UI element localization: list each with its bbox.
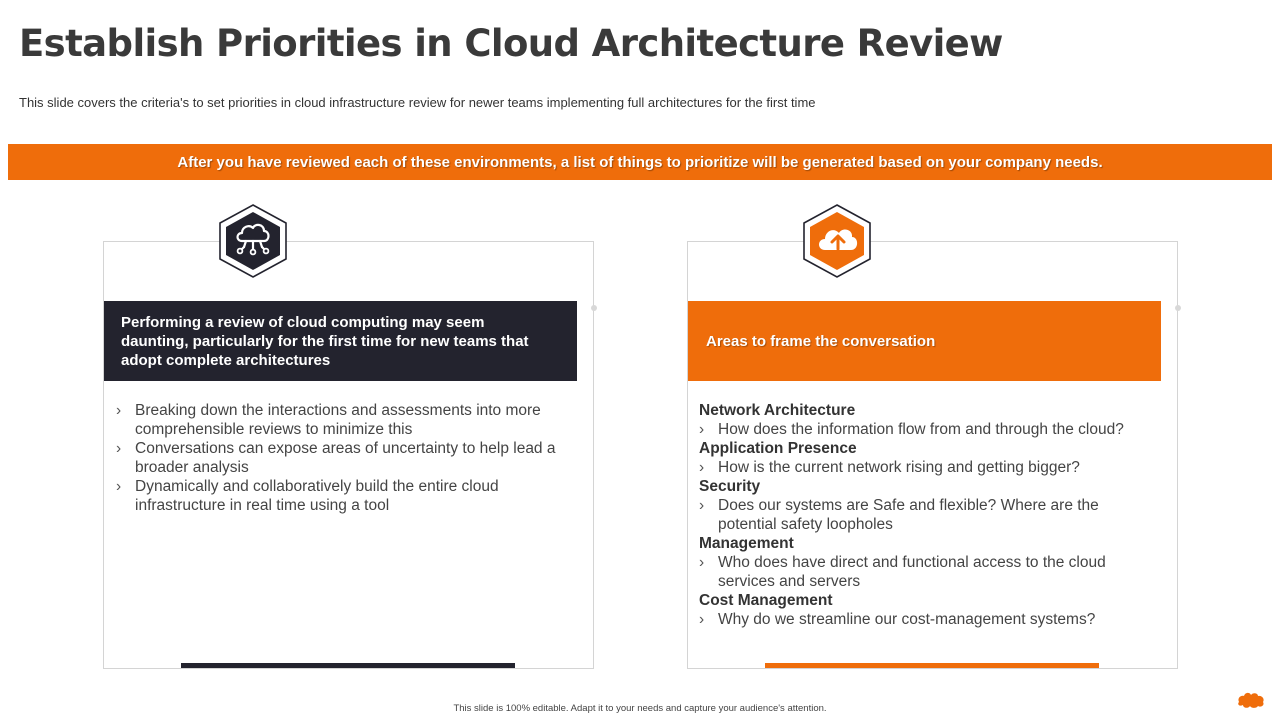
left-card-dot <box>591 305 597 311</box>
section-heading: Security <box>699 478 761 495</box>
page-title: Establish Priorities in Cloud Architecture Review <box>19 22 1003 65</box>
page-subtitle: This slide covers the criteria's to set priorities in cloud infrastructure review for newer teams implementing full architectures for the first time <box>19 95 816 110</box>
footnote: This slide is 100% editable. Adapt it to your needs and capture your audience's attention. <box>453 703 827 714</box>
brand-logo-icon <box>1236 690 1266 710</box>
left-card-header-text: Performing a review of cloud computing may seem daunting, particularly for the first time for new teams that adopt complete architectures <box>121 313 529 369</box>
list-item: › How does the information flow from and through the cloud? <box>699 420 1159 439</box>
section-heading: Application Presence <box>699 440 857 457</box>
list-item: › Does our systems are Safe and flexible? Where are the potential safety loopholes <box>699 496 1159 534</box>
right-card-sections <box>699 401 1159 629</box>
left-card-header <box>104 301 577 381</box>
list-item: › Why do we streamline our cost-management systems? <box>699 610 1159 629</box>
right-card-header <box>688 301 1161 381</box>
list-item: › Breaking down the interactions and assessments into more comprehensible reviews to minimize this <box>116 401 576 439</box>
cloud-upload-icon <box>801 203 873 279</box>
list-item: › Dynamically and collaboratively build the entire cloud infrastructure in real time using a tool <box>116 477 576 515</box>
list-item: › Conversations can expose areas of uncertainty to help lead a broader analysis <box>116 439 576 477</box>
section-heading: Cost Management <box>699 592 833 609</box>
list-item: › How is the current network rising and getting bigger? <box>699 458 1159 477</box>
right-card-accent-bar <box>765 663 1099 668</box>
left-card-accent-bar <box>181 663 515 668</box>
right-card-header-text: Areas to frame the conversation <box>706 332 936 350</box>
section-heading: Management <box>699 535 794 552</box>
right-card-dot <box>1175 305 1181 311</box>
section-heading: Network Architecture <box>699 402 856 419</box>
list-item: › Who does have direct and functional access to the cloud services and servers <box>699 553 1159 591</box>
banner: After you have reviewed each of these environments, a list of things to prioritize will be generated based on your company needs. <box>8 144 1272 180</box>
cloud-network-icon <box>217 203 289 279</box>
left-card-bullets <box>116 401 576 515</box>
